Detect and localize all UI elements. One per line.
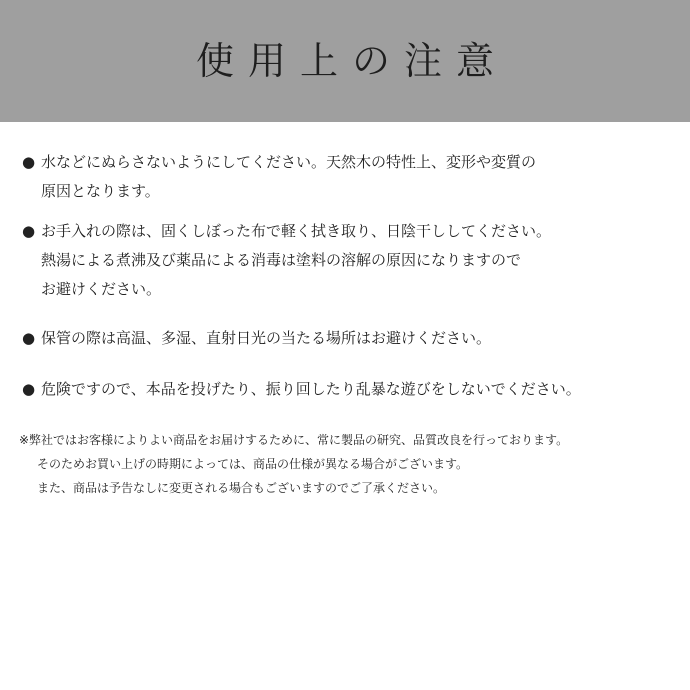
header-band <box>0 0 690 122</box>
caution-item-water <box>22 148 672 206</box>
caution-text-line: 危険ですので、本品を投げたり、振り回したり乱暴な遊びをしないでください。 <box>41 380 581 398</box>
caution-text-line: お避けください。 <box>41 280 162 298</box>
caution-text-line: 原因となります。 <box>41 182 160 200</box>
note-line: ※弊社ではお客様によりよい商品をお届けするために、常に製品の研究、品質改良を行っております。 <box>19 433 569 447</box>
page-title: 使用上の注意 <box>195 39 508 83</box>
note-line: そのためお買い上げの時期によっては、商品の仕様が異なる場合がございます。 <box>37 457 469 471</box>
bullet-icon: ● <box>22 329 36 347</box>
caution-text-line: 熱湯による煮沸及び薬品による消毒は塗料の溶解の原因になりますので <box>41 251 522 269</box>
notes-section <box>19 428 684 500</box>
caution-item-danger <box>22 375 672 404</box>
caution-list <box>22 148 672 404</box>
caution-text-line: お手入れの際は、固くしぼった布で軽く拭き取り、日陰干ししてください。 <box>41 222 552 240</box>
caution-text-line: 水などにぬらさないようにしてください。天然木の特性上、変形や変質の <box>41 153 537 171</box>
caution-item-care <box>22 217 672 304</box>
bullet-icon: ● <box>22 380 36 398</box>
caution-item-storage <box>22 324 672 353</box>
note-line: また、商品は予告なしに変更される場合もございますのでご了承ください。 <box>37 481 446 495</box>
caution-text-line: 保管の際は高温、多湿、直射日光の当たる場所はお避けください。 <box>41 329 492 347</box>
bullet-icon: ● <box>22 222 36 240</box>
bullet-icon: ● <box>22 153 36 171</box>
